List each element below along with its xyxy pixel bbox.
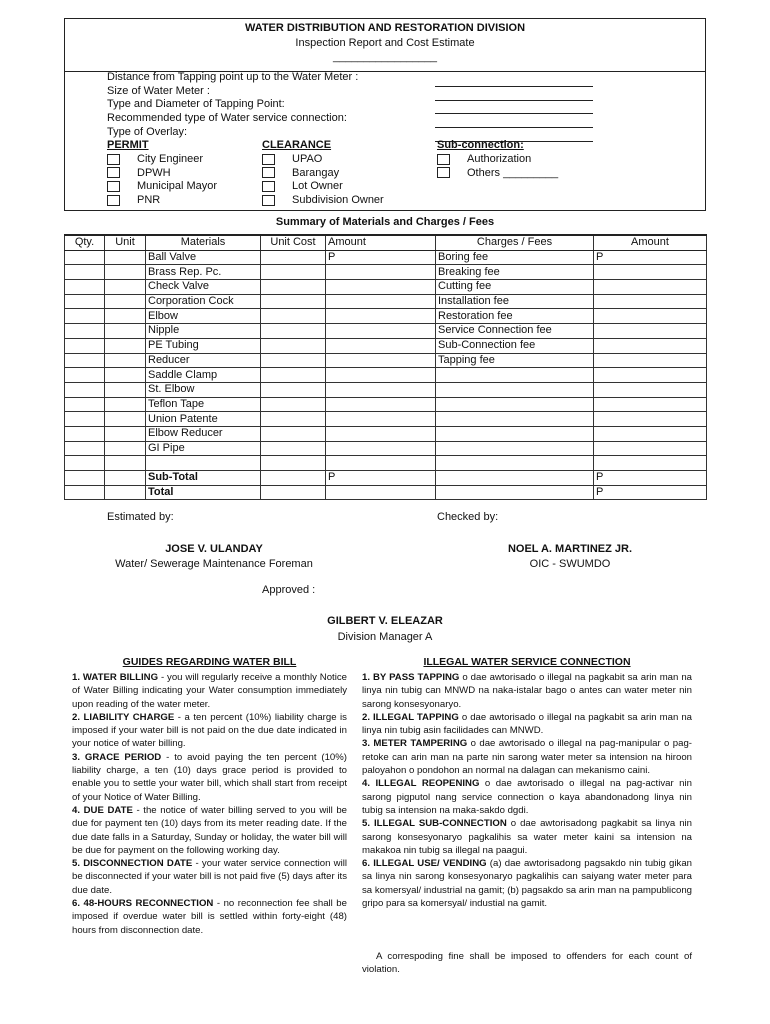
field-line-3 <box>435 113 593 114</box>
unit-cell[interactable] <box>105 456 146 471</box>
field-line-1 <box>435 86 593 87</box>
illegal-item-text: o dae awtorisado o illegal na pag-activar nin sarong pigputol nang service connection o kaya abandonadong linya nin tubig sa intension na maka-sakdo dgdi. <box>362 778 692 816</box>
material-cell: Brass Rep. Pc. <box>146 265 261 280</box>
illegal-item <box>362 857 692 910</box>
permit-label: City Engineer <box>137 153 204 165</box>
guide-item <box>72 857 347 897</box>
amount-cell[interactable] <box>326 441 436 456</box>
charge-amount-cell[interactable] <box>594 368 707 383</box>
clearance-item[interactable] <box>262 167 432 181</box>
total-row <box>65 485 707 500</box>
unit-cost-cell[interactable] <box>261 426 326 441</box>
charge-cell: Service Connection fee <box>436 324 594 339</box>
material-cell: PE Tubing <box>146 338 261 353</box>
table-row <box>65 338 707 353</box>
clearance-checkbox[interactable] <box>262 195 275 206</box>
qty-cell[interactable] <box>65 294 105 309</box>
charge-amount-cell[interactable] <box>594 309 707 324</box>
charge-cell <box>436 368 594 383</box>
unit-cost-cell[interactable] <box>261 294 326 309</box>
qty-cell[interactable] <box>65 338 105 353</box>
col-amount: Amount <box>326 235 436 250</box>
col-charges: Charges / Fees <box>436 235 594 250</box>
unit-cell[interactable] <box>105 265 146 280</box>
permit-label: Municipal Mayor <box>137 180 218 193</box>
charge-amount-cell[interactable] <box>594 280 707 295</box>
guides-body <box>72 671 347 937</box>
amount-cell[interactable] <box>326 353 436 368</box>
illegal-item <box>362 737 692 777</box>
inspection-fields <box>107 71 427 140</box>
empty-cell <box>105 471 146 486</box>
subconnection-label: Authorization <box>467 153 532 165</box>
field-label: Size of Water Meter : <box>107 84 210 97</box>
guide-item-text: - to avoid paying the ten percent (10%) liability charge, a ten (10) days grace period is provided to enable you to settle your water bill, which shall start from receipt of your Notice of Water Billing. <box>72 751 347 803</box>
unit-cost-cell[interactable] <box>261 368 326 383</box>
unit-cost-cell[interactable] <box>261 324 326 339</box>
illegal-item-text: o dae awtorisado o illegal na pagkabit sa arin man na linya nin tubig asin facilidades can MNWD. <box>362 711 692 737</box>
charge-cell: Restoration fee <box>436 309 594 324</box>
total-amount[interactable] <box>326 485 436 500</box>
table-row <box>65 382 707 397</box>
amount-cell[interactable] <box>326 280 436 295</box>
charge-amount-cell[interactable] <box>594 441 707 456</box>
estimated-by-label: Estimated by: <box>107 511 174 523</box>
charge-amount-cell[interactable] <box>594 338 707 353</box>
subtotal-charge-amount[interactable]: P <box>594 471 707 486</box>
field-label: Type and Diameter of Tapping Point: <box>107 98 285 111</box>
permit-title: PERMIT <box>107 139 149 151</box>
permit-label: PNR <box>137 194 161 207</box>
col-unit-cost: Unit Cost <box>261 235 326 250</box>
checker-name: NOEL A. MARTINEZ JR. <box>507 543 633 555</box>
material-cell: Nipple <box>146 324 261 339</box>
charge-amount-cell[interactable] <box>594 426 707 441</box>
clearance-item[interactable] <box>262 180 432 194</box>
unit-cost-cell[interactable] <box>261 382 326 397</box>
illegal-item <box>362 671 692 711</box>
clearance-label: Lot Owner <box>292 180 343 193</box>
unit-cost-cell[interactable] <box>261 353 326 368</box>
table-row <box>65 309 707 324</box>
permit-list <box>107 153 257 208</box>
unit-cell[interactable] <box>105 338 146 353</box>
illegal-item-text: o dae awtorisado o illegal na pag-manipular o pag-retoke can arin man na parte nin sarong water meter sa intension na hiroon paloyahon o pondohon an normal na dalagan can mekanismo caini. <box>362 738 692 777</box>
unit-cell[interactable] <box>105 250 146 265</box>
clearance-title: CLEARANCE <box>262 139 332 151</box>
illegal-footer: A correspoding fine shall be imposed to offenders for each count of violation. <box>362 951 692 976</box>
qty-cell[interactable] <box>65 382 105 397</box>
charge-amount-cell[interactable] <box>594 456 707 471</box>
guide-item-head: 3. GRACE PERIOD <box>72 751 162 763</box>
illegal-item <box>362 817 692 857</box>
charge-cell: Sub-Connection fee <box>436 338 594 353</box>
clearance-label: Subdivision Owner <box>292 194 384 207</box>
permit-checkbox[interactable] <box>107 195 120 206</box>
col-qty: Qty. <box>65 235 105 250</box>
empty-cell <box>65 485 105 500</box>
charge-amount-cell[interactable] <box>594 412 707 427</box>
illegal-item-text: (a) dae awtorisadong pagsakdo nin tubig gikan sa linya nin sarong konsesyonaryo pagkalihis can saiyang water meter para sa komersyal/ industrial na gamit; (b) pagsakdo sa arin man na pampublicong gripo para sa komersyal/ industial na gamit. <box>362 858 692 910</box>
estimator-title: Water/ Sewerage Maintenance Foreman <box>115 558 313 570</box>
table-row <box>65 441 707 456</box>
guide-item-text: - you will regularly receive a monthly Notice of Water Billing indicating your Water consumption immediately upon reading of the water meter. <box>72 672 347 710</box>
table-row <box>65 324 707 339</box>
estimator-name: JOSE V. ULANDAY <box>165 543 263 555</box>
clearance-label: Barangay <box>292 166 340 179</box>
qty-cell[interactable] <box>65 280 105 295</box>
unit-cell[interactable] <box>105 368 146 383</box>
approver-title: Division Manager A <box>337 631 433 643</box>
illegal-item <box>362 711 692 738</box>
division-title: WATER DISTRIBUTION AND RESTORATION DIVISION <box>244 22 526 34</box>
subtotal-amount[interactable]: P <box>326 471 436 486</box>
unit-cost-cell[interactable] <box>261 441 326 456</box>
qty-cell[interactable] <box>65 456 105 471</box>
amount-cell[interactable] <box>326 412 436 427</box>
subconnection-checkbox[interactable] <box>437 167 450 178</box>
amount-cell[interactable] <box>326 456 436 471</box>
unit-cell[interactable] <box>105 426 146 441</box>
approver-name: GILBERT V. ELEAZAR <box>327 615 443 627</box>
charge-cell <box>436 426 594 441</box>
charge-amount-cell[interactable] <box>594 294 707 309</box>
approved-label: Approved : <box>262 584 316 596</box>
guide-item <box>72 711 347 751</box>
unit-cell[interactable] <box>105 412 146 427</box>
unit-cell[interactable] <box>105 397 146 412</box>
guide-item <box>72 751 347 804</box>
amount-cell[interactable] <box>326 426 436 441</box>
charge-cell: Boring fee <box>436 250 594 265</box>
amount-cell[interactable] <box>326 382 436 397</box>
illegal-item-text: o dae awtorisadong pagkabit sa linya nin sarong konsesyonaryo pagkalihis sa water meter kaini sa intension na makakoa nin tubig sa illegal na paagui. <box>362 818 692 856</box>
clearance-checkbox[interactable] <box>262 154 275 165</box>
unit-cost-cell[interactable] <box>261 397 326 412</box>
qty-cell[interactable] <box>65 426 105 441</box>
checked-by-label: Checked by: <box>437 511 499 523</box>
amount-cell[interactable] <box>326 397 436 412</box>
illegal-item-head: 5. ILLEGAL SUB-CONNECTION <box>362 818 507 830</box>
table-row <box>65 280 707 295</box>
illegal-body <box>362 671 692 910</box>
qty-cell[interactable] <box>65 441 105 456</box>
clearance-checkbox[interactable] <box>262 167 275 178</box>
checker-title: OIC - SWUMDO <box>529 558 611 570</box>
table-row <box>65 456 707 471</box>
field-label: Type of Overlay: <box>107 125 188 138</box>
guide-item <box>72 804 347 857</box>
guide-item-head: 4. DUE DATE <box>72 804 133 816</box>
table-row <box>65 368 707 383</box>
col-unit: Unit <box>105 235 146 250</box>
qty-cell[interactable] <box>65 368 105 383</box>
unit-cost-cell[interactable] <box>261 338 326 353</box>
subconnection-item[interactable] <box>437 167 637 181</box>
illegal-item-head: 4. ILLEGAL REOPENING <box>362 778 480 790</box>
unit-cell[interactable] <box>105 441 146 456</box>
report-subtitle: Inspection Report and Cost Estimate <box>295 37 475 49</box>
clearance-label: UPAO <box>292 153 323 165</box>
clearance-item[interactable] <box>262 194 432 208</box>
total-charge-amount[interactable]: P <box>594 485 707 500</box>
material-cell: GI Pipe <box>146 441 261 456</box>
charge-amount-cell[interactable] <box>594 382 707 397</box>
field-label: Recommended type of Water service connection: <box>107 112 347 125</box>
guide-item-text: - a ten percent (10%) liability charge is imposed if your water bill is not paid on the due date indicated in your notice of water billing. <box>72 711 347 750</box>
charge-cell <box>436 412 594 427</box>
unit-cell[interactable] <box>105 294 146 309</box>
material-cell: Teflon Tape <box>146 397 261 412</box>
material-cell: Union Patente <box>146 412 261 427</box>
table-row <box>65 426 707 441</box>
subconnection-item[interactable] <box>437 153 637 167</box>
clearance-list <box>262 153 432 208</box>
amount-cell[interactable]: P <box>326 250 436 265</box>
guide-item-text: - the notice of water billing served to you will be due for payment ten (10) days from its meter reading date. If the due date falls in a Saturday, Sunday or holiday, the water bill will be due for payment on the following working day. <box>72 804 347 856</box>
qty-cell[interactable] <box>65 265 105 280</box>
illegal-item-head: 6. ILLEGAL USE/ VENDING <box>362 858 487 870</box>
table-row <box>65 294 707 309</box>
table-row <box>65 397 707 412</box>
subconnection-checkbox[interactable] <box>437 154 450 165</box>
permit-item[interactable] <box>107 153 257 167</box>
table-row <box>65 250 707 265</box>
guide-item-text: - your water service connection will be disconnected if your water bill is not paid five (5) days after its due date. <box>72 858 347 896</box>
empty-cell <box>436 485 594 500</box>
table-row <box>65 353 707 368</box>
subtotal-label: Sub-Total <box>146 471 261 486</box>
material-cell: Ball Valve <box>146 250 261 265</box>
qty-cell[interactable] <box>65 309 105 324</box>
qty-cell[interactable] <box>65 397 105 412</box>
charge-amount-cell[interactable]: P <box>594 250 707 265</box>
permit-item[interactable] <box>107 180 257 194</box>
material-cell: Check Valve <box>146 280 261 295</box>
amount-cell[interactable] <box>326 294 436 309</box>
qty-cell[interactable] <box>65 250 105 265</box>
unit-cost-cell[interactable] <box>261 456 326 471</box>
subconnection-label: Others _________ <box>467 166 559 179</box>
charge-amount-cell[interactable] <box>594 324 707 339</box>
charge-cell: Breaking fee <box>436 265 594 280</box>
col-materials: Materials <box>146 235 261 250</box>
material-cell: Reducer <box>146 353 261 368</box>
illegal-item-head: 2. ILLEGAL TAPPING <box>362 711 459 723</box>
guide-item-head: 5. DISCONNECTION DATE <box>72 858 193 870</box>
amount-cell[interactable] <box>326 265 436 280</box>
illegal-item-head: 3. METER TAMPERING <box>362 738 468 750</box>
amount-cell[interactable] <box>326 324 436 339</box>
summary-title: Summary of Materials and Charges / Fees <box>275 216 495 228</box>
empty-cell <box>436 471 594 486</box>
col-amount-2: Amount <box>594 235 707 250</box>
unit-cost-cell[interactable] <box>261 280 326 295</box>
illegal-title: ILLEGAL WATER SERVICE CONNECTION <box>423 656 631 668</box>
guides-title: GUIDES REGARDING WATER BILL <box>122 656 297 668</box>
permit-item[interactable] <box>107 194 257 208</box>
subconnection-list <box>437 153 637 180</box>
material-cell: Saddle Clamp <box>146 368 261 383</box>
unit-cell[interactable] <box>105 382 146 397</box>
clearance-checkbox[interactable] <box>262 181 275 192</box>
permit-checkbox[interactable] <box>107 154 120 165</box>
guide-item <box>72 897 347 937</box>
qty-cell[interactable] <box>65 412 105 427</box>
unit-cost-cell[interactable] <box>261 412 326 427</box>
charge-cell: Installation fee <box>436 294 594 309</box>
charge-amount-cell[interactable] <box>594 353 707 368</box>
table-row <box>65 412 707 427</box>
illegal-item-text: o dae awtorisado o illegal na pagkabit sa arin man na linya nin tubig can MNWD na naka-istalar bago o antes can water meter nin sarong konsesyonaryo. <box>362 672 692 710</box>
qty-cell[interactable] <box>65 324 105 339</box>
empty-cell <box>261 485 326 500</box>
subtotal-row <box>65 471 707 486</box>
table-header-row <box>65 235 707 250</box>
table-row <box>65 265 707 280</box>
empty-cell <box>65 471 105 486</box>
unit-cost-cell[interactable] <box>261 309 326 324</box>
charge-cell: Cutting fee <box>436 280 594 295</box>
material-cell: Elbow <box>146 309 261 324</box>
charge-cell <box>436 382 594 397</box>
clearance-item[interactable] <box>262 153 432 167</box>
charge-cell <box>436 456 594 471</box>
material-cell <box>146 456 261 471</box>
illegal-item <box>362 777 692 817</box>
field-line-2 <box>435 100 593 101</box>
empty-cell <box>105 485 146 500</box>
unit-cell[interactable] <box>105 280 146 295</box>
guide-item-head: 2. LIABILITY CHARGE <box>72 711 175 723</box>
material-cell: Corporation Cock <box>146 294 261 309</box>
unit-cell[interactable] <box>105 324 146 339</box>
amount-cell[interactable] <box>326 368 436 383</box>
total-label: Total <box>146 485 261 500</box>
subconnection-title: Sub-connection: <box>437 139 524 151</box>
subtitle-blank: _________________ <box>332 51 437 63</box>
field-line-4 <box>435 127 593 128</box>
charge-amount-cell[interactable] <box>594 265 707 280</box>
illegal-item-head: 1. BY PASS TAPPING <box>362 672 460 683</box>
guide-item-head: 6. 48-HOURS RECONNECTION <box>72 898 214 910</box>
permit-label: DPWH <box>137 166 171 179</box>
unit-cell[interactable] <box>105 353 146 368</box>
unit-cost-cell[interactable] <box>261 265 326 280</box>
permit-checkbox[interactable] <box>107 181 120 192</box>
permit-checkbox[interactable] <box>107 167 120 178</box>
guide-item-text: - no reconnection fee shall be imposed if overdue water bill is settled within forty-eight (48) hours from disconnection date. <box>72 898 347 936</box>
unit-cell[interactable] <box>105 309 146 324</box>
material-cell: Elbow Reducer <box>146 426 261 441</box>
charge-cell <box>436 441 594 456</box>
empty-cell <box>261 471 326 486</box>
amount-cell[interactable] <box>326 309 436 324</box>
guide-item-head: 1. WATER BILLING <box>72 672 159 683</box>
qty-cell[interactable] <box>65 353 105 368</box>
charge-cell <box>436 397 594 412</box>
field-label: Distance from Tapping point up to the Water Meter : <box>107 71 359 83</box>
materials-charges-table <box>64 234 707 500</box>
charge-amount-cell[interactable] <box>594 397 707 412</box>
permit-item[interactable] <box>107 167 257 181</box>
charge-cell: Tapping fee <box>436 353 594 368</box>
amount-cell[interactable] <box>326 338 436 353</box>
guide-item <box>72 671 347 711</box>
unit-cost-cell[interactable] <box>261 250 326 265</box>
material-cell: St. Elbow <box>146 382 261 397</box>
